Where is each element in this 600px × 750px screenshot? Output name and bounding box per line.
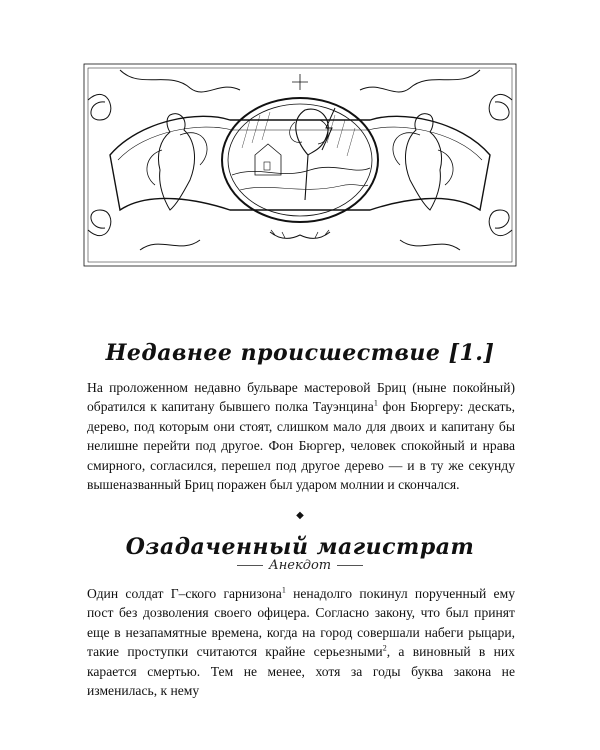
paragraph-text: , а виновный в них карается смертью. Тем не менее, хотя за годы буква закона не изменилась, к нему [87, 644, 515, 699]
subtitle-text: Анекдот [268, 558, 332, 573]
paragraph-text: Один солдат Г–ского гарнизона [87, 586, 282, 601]
section-paragraph-puzzled-magistrate [87, 584, 515, 700]
footnote-mark: 2 [382, 643, 387, 653]
subtitle-flourish-right [337, 565, 363, 566]
footnote-mark: 1 [281, 585, 286, 595]
section-paragraph-recent-incident [87, 378, 515, 494]
section-title-puzzled-magistrate: Озадаченный магистрат [125, 534, 475, 560]
engraved-ornament-illustration [80, 60, 520, 270]
paragraph-text: фон Бюргеру: дескать, дерево, под которым они стоят, слишком мало для двоих и капитану бы нелишне перейти под другое. Фон Бюргер, человек спокойный и нрава смирного, согласился, перешел под другое дерево — и в ту же секунду вышеназванный Бриц поражен был ударом молнии и скончался. [87, 399, 515, 493]
diamond-divider-icon: ◆ [296, 510, 304, 521]
section-subtitle [0, 558, 600, 573]
section-title-recent-incident: Недавнее происшествие [1.] [105, 340, 495, 366]
paragraph-text: ненадолго покинул порученный ему пост без дозволения своего офицера. Согласно закону, что был принят еще в незапамятные времена, когда на город совершали набеги рыцари, такие проступки считаются крайне серьезными [87, 586, 515, 660]
subtitle-flourish-left [237, 565, 263, 566]
footnote-mark: 1 [373, 398, 378, 408]
paragraph-text: На проложенном недавно бульваре мастеровой Бриц (ныне покойный) обратился к капитану бывшего полка Тауэнцина [87, 380, 515, 415]
